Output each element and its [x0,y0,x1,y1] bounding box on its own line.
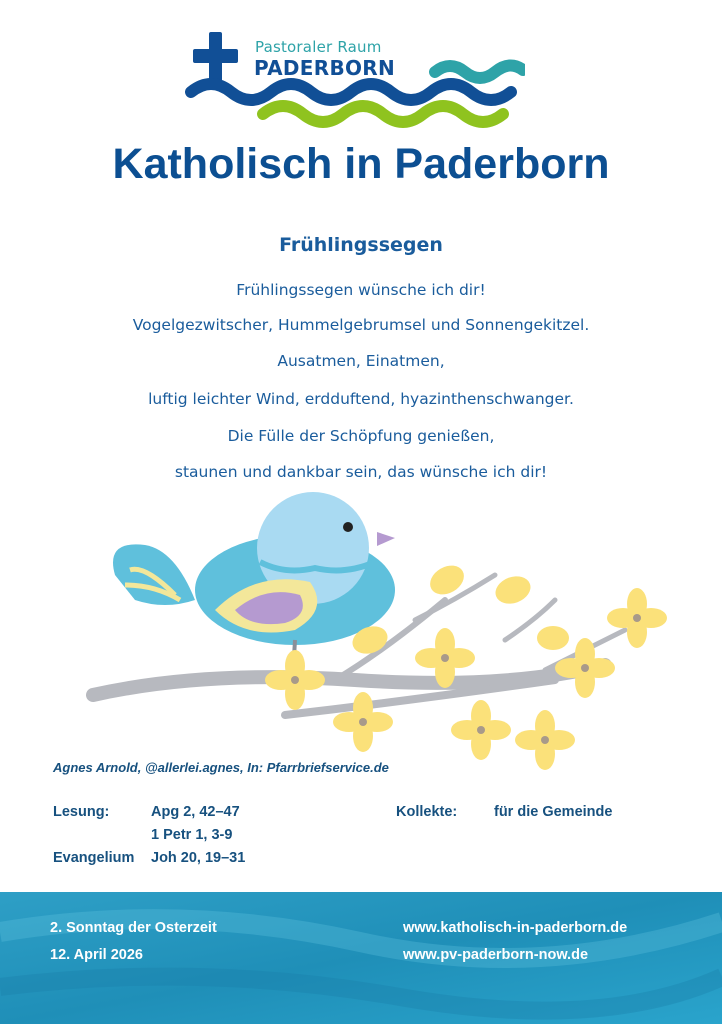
poem-line-1: Frühlingssegen wünsche ich dir! [236,281,486,299]
kollekte-label: Kollekte: [396,804,458,820]
cross-icon [193,32,238,82]
lesung-label: Lesung: [53,804,110,820]
poem-line-3: Ausatmen, Einatmen, [277,352,445,370]
evangelium-reading: Joh 20, 19–31 [151,850,246,866]
logo-line-2: PADERBORN [254,56,396,80]
poem-line-2: Vogelgezwitscher, Hummelgebrumsel und Sonnengekitzel. [132,316,590,334]
logo-line-1: Pastoraler Raum [255,38,382,56]
poem-line-5: Die Fülle der Schöpfung genießen, [227,427,495,445]
kollekte-value: für die Gemeinde [494,804,613,820]
footer-date: 12. April 2026 [50,947,143,963]
evangelium-label: Evangelium [53,850,135,866]
poem-line-6: staunen und dankbar sein, das wünsche ich dir! [174,463,548,481]
poem-title: Frühlingssegen [279,234,443,256]
lesung-reading-2: 1 Petr 1, 3-9 [151,827,233,843]
lesung-reading-1: Apg 2, 42–47 [151,804,240,820]
footer-occasion: 2. Sonntag der Osterzeit [50,920,217,936]
footer-link-2[interactable]: www.pv-paderborn-now.de [403,947,589,963]
spring-illustration [85,490,685,770]
bird-icon [113,492,395,675]
page-title: Katholisch in Paderborn [112,140,610,188]
footer-link-1[interactable]: www.katholisch-in-paderborn.de [403,920,628,936]
image-credit: Agnes Arnold, @allerlei.agnes, In: Pfarrbriefservice.de [53,760,389,775]
poem-line-4: luftig leichter Wind, erdduftend, hyazinthenschwanger. [148,390,574,408]
